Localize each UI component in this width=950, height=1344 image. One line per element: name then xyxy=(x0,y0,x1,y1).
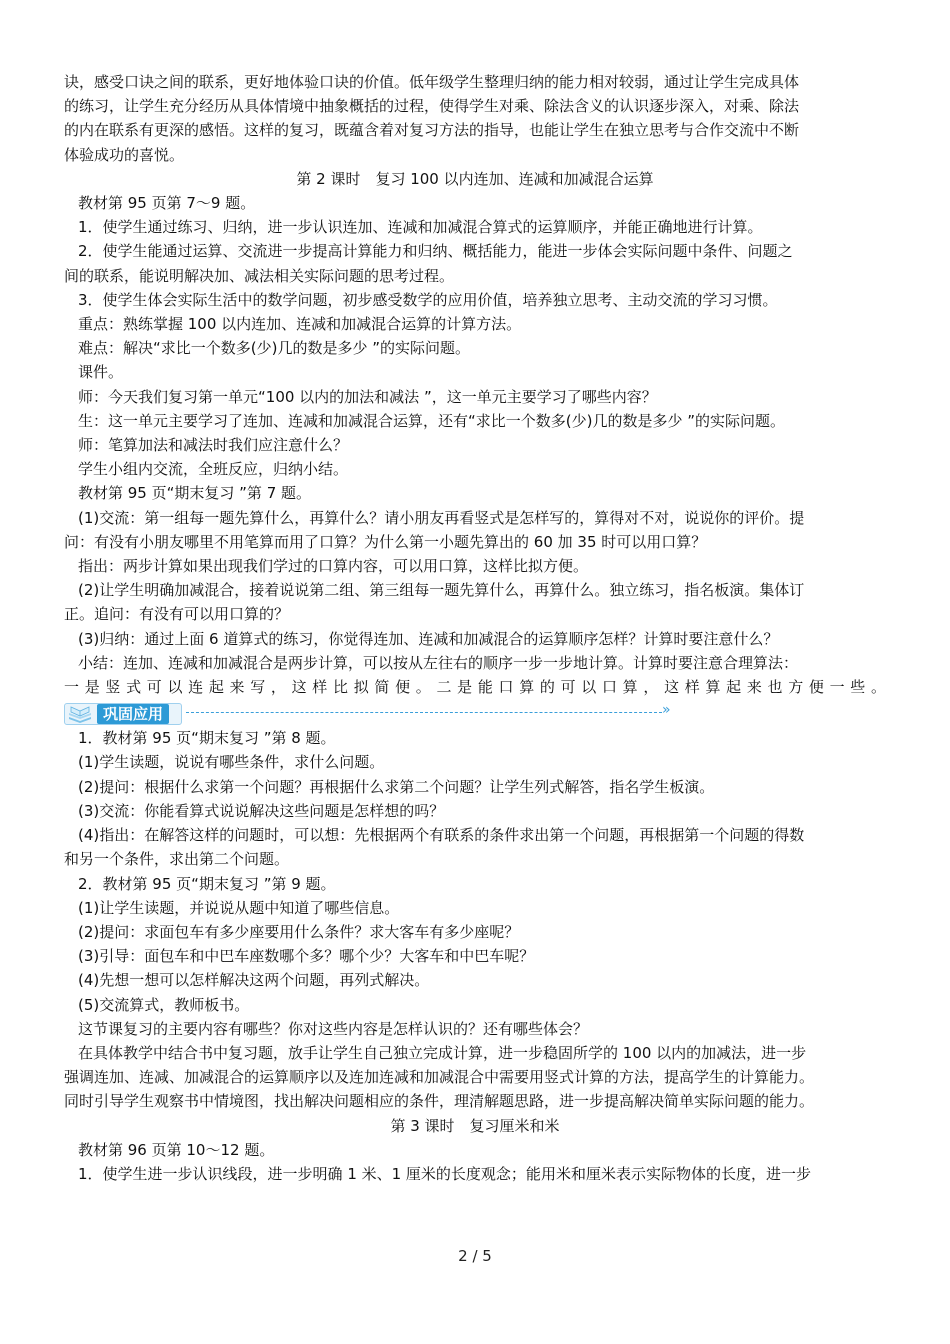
step-line: (2)提问：求面包车有多少座要用什么条件？求大客车有多少座呢？ xyxy=(78,922,520,941)
paragraph-line: 的内在联系有更深的感悟。这样的复习，既蕴含着对复习方法的指导，也能让学生在独立思考与合作交流中不断 xyxy=(64,121,800,140)
step-line-cont: 正。追问：有没有可以用口算的？ xyxy=(64,605,290,624)
student-line: 生：这一单元主要学习了连加、连减和加减混合运算，还有“求比一个数多(少)几的数是多少 ”的实际问题。 xyxy=(78,411,786,430)
double-chevron-icon: » xyxy=(662,702,671,719)
goal-1: 1．使学生通过练习、归纳，进一步认识连加、连减和加减混合算式的运算顺序，并能正确地进行计算。 xyxy=(78,218,763,237)
paragraph-line: 诀，感受口诀之间的联系，更好地体验口诀的价值。低年级学生整理归纳的能力相对较弱，通过让学生完成具体 xyxy=(64,73,800,91)
teacher-line: 师：笔算加法和减法时我们应注意什么？ xyxy=(78,436,349,455)
banner-divider xyxy=(186,712,662,713)
step-line: (4)指出：在解答这样的问题时，可以想：先根据两个有联系的条件求出第一个问题，再根据第一个问题的得数 xyxy=(78,826,805,845)
book-stack-icon xyxy=(67,703,93,723)
practice-2: 2．教材第 95 页“期末复习 ”第 9 题。 xyxy=(78,874,336,893)
goal-2: 2．使学生能通过运算、交流进一步提高计算能力和归纳、概括能力，能进一步体会实际问题中条件、问题之 xyxy=(78,242,793,261)
practice-1: 1．教材第 95 页“期末复习 ”第 8 题。 xyxy=(78,729,336,748)
goal-3: 3．使学生体会实际生活中的数学问题，初步感受数学的应用价值，培养独立思考、主动交流的学习习惯。 xyxy=(78,290,778,309)
review-question: 这节课复习的主要内容有哪些？你对这些内容是怎样认识的？还有哪些体会？ xyxy=(78,1019,589,1038)
point-out: 指出：两步计算如果出现我们学过的口算内容，可以用口算，这样比拟方便。 xyxy=(78,557,589,576)
goal-1: 1．使学生进一步认识线段，进一步明确 1 米、1 厘米的长度观念；能用米和厘米表示实际物体的长度，进一步 xyxy=(78,1164,811,1183)
lesson-2-title: 第 2 课时 复习 100 以内连加、连减和加减混合运算 xyxy=(296,169,654,188)
page-number: 2 / 5 xyxy=(458,1247,492,1265)
reflection-cont: 强调连加、连减、加减混合的运算顺序以及连加连减和加减混合中需要用竖式计算的方法，提高学生的计算能力。 xyxy=(64,1068,815,1087)
key-point: 重点：熟练掌握 100 以内连加、连减和加减混合运算的计算方法。 xyxy=(78,315,522,334)
summary: 小结：连加、连减和加减混合是两步计算，可以按从左往右的顺序一步一步地计算。计算时要注意合理算法： xyxy=(78,653,799,672)
reflection-cont: 同时引导学生观察书中情境图，找出解决问题相应的条件，理清解题思路，进一步提高解决简单实际问题的能力。 xyxy=(64,1092,815,1111)
paragraph-line: 的练习，让学生充分经历从具体情境中抽象概括的过程，使得学生对乘、除法含义的认识逐步深入，对乘、除法 xyxy=(64,97,800,116)
step-line-cont: 问：有没有小朋友哪里不用笔算而用了口算？为什么第一小题先算出的 60 加 35 时可以用口算？ xyxy=(64,532,707,551)
document-body xyxy=(64,70,886,1186)
step-line: (3)交流：你能看算式说说解决这些问题是怎样想的吗？ xyxy=(78,801,445,820)
difficulty: 难点：解决“求比一个数多(少)几的数是多少 ”的实际问题。 xyxy=(78,339,471,358)
reflection: 在具体教学中结合书中复习题，放手让学生自己独立完成计算，进一步稳固所学的 100 以内的加减法，进一步 xyxy=(78,1043,807,1062)
summary-cont: 一是竖式可以连起来写，这样比拟简便。二是能口算的可以口算，这样算起来也方便一些。 xyxy=(64,678,886,697)
teacher-line: 师：今天我们复习第一单元“100 以内的加法和减法 ”，这一单元主要学习了哪些内容？ xyxy=(78,387,657,406)
step-line: (3)引导：面包车和中巴车座数哪个多？哪个少？大客车和中巴车呢？ xyxy=(78,947,535,966)
step-line-cont: 和另一个条件，求出第二个问题。 xyxy=(64,850,290,869)
step-line: (1)让学生读题，并说说从题中知道了哪些信息。 xyxy=(78,898,400,917)
lesson-3-title: 第 3 课时 复习厘米和米 xyxy=(390,1116,560,1135)
section-banner xyxy=(64,700,886,726)
group-discussion: 学生小组内交流，全班反应，归纳小结。 xyxy=(78,460,349,479)
exercise-7: 教材第 95 页“期末复习 ”第 7 题。 xyxy=(78,484,312,503)
banner-label: 巩固应用 xyxy=(97,704,169,724)
step-line: (5)交流算式，教师板书。 xyxy=(78,995,250,1014)
goal-2-cont: 间的联系，能说明解决加、减法相关实际问题的思考过程。 xyxy=(64,266,455,285)
step-line: (2)提问：根据什么求第一个问题？再根据什么求第二个问题？让学生列式解答，指名学生板演。 xyxy=(78,777,715,796)
step-line: (1)学生读题，说说有哪些条件，求什么问题。 xyxy=(78,753,385,772)
step-line: (3)归纳：通过上面 6 道算式的练习，你觉得连加、连减和加减混合的运算顺序怎样？计算时要注意什么？ xyxy=(78,629,779,648)
lesson-3-materials: 教材第 96 页第 10～12 题。 xyxy=(78,1140,275,1159)
preparation: 课件。 xyxy=(78,363,124,382)
paragraph-line: 体验成功的喜悦。 xyxy=(64,145,185,164)
step-line: (1)交流：第一组每一题先算什么，再算什么？请小朋友再看竖式是怎样写的，算得对不对，说说你的评价。提 xyxy=(78,508,805,527)
lesson-2-materials: 教材第 95 页第 7～9 题。 xyxy=(78,194,256,213)
step-line: (2)让学生明确加减混合，接着说说第二组、第三组每一题先算什么，再算什么。独立练习，指名板演。集体订 xyxy=(78,581,805,600)
step-line: (4)先想一想可以怎样解决这两个问题，再列式解决。 xyxy=(78,971,430,990)
banner-tag xyxy=(64,703,182,725)
